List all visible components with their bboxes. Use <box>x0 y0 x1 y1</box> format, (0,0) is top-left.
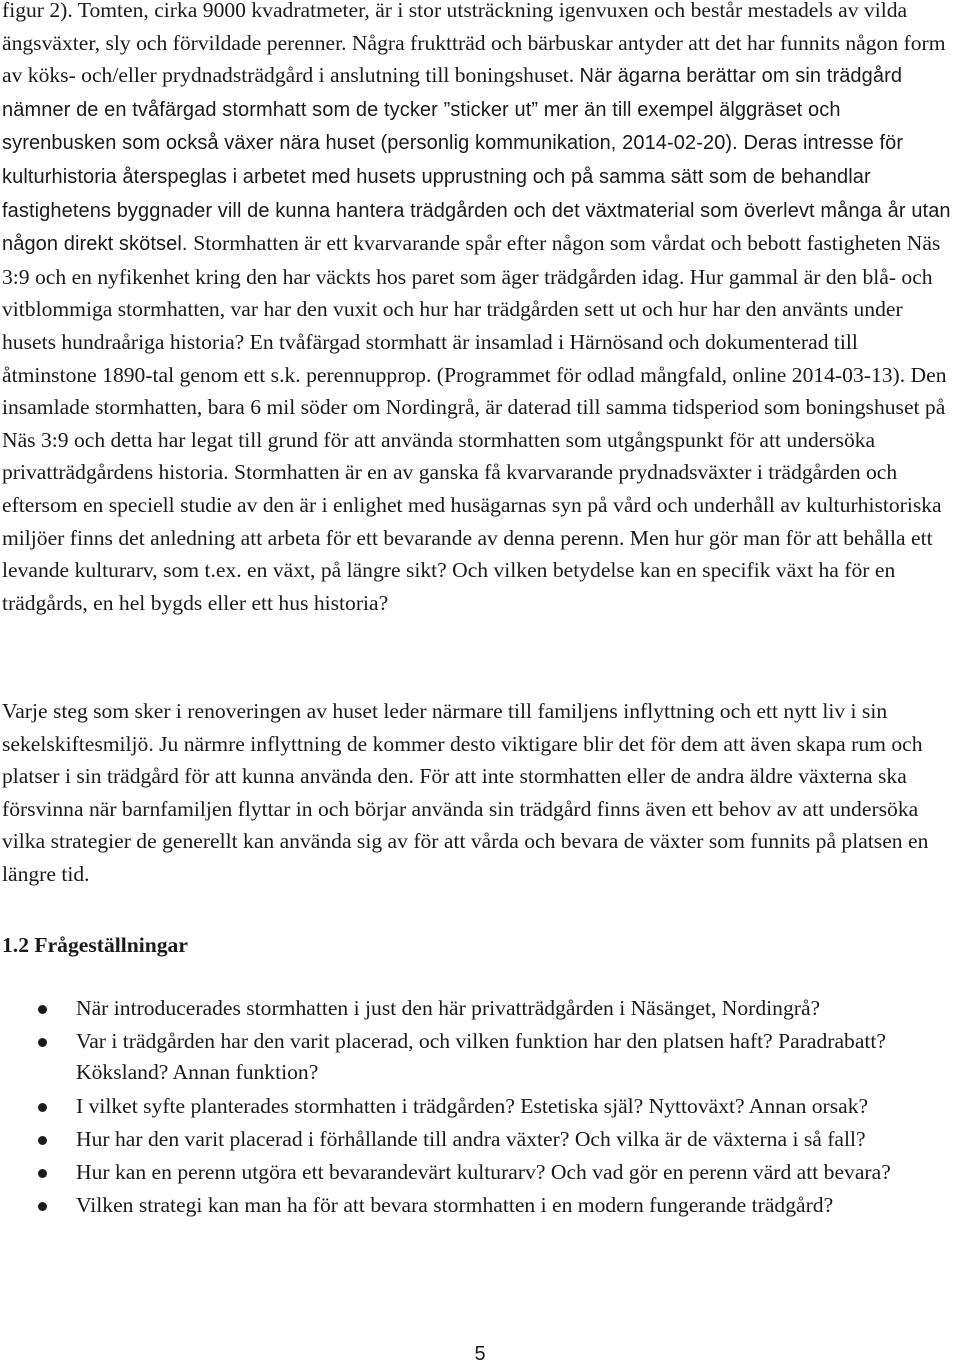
list-item <box>0 1124 956 1155</box>
bullet-icon <box>38 1202 47 1211</box>
research-questions-list <box>0 993 956 1223</box>
list-item <box>0 1157 956 1188</box>
question-text: Var i trädgården har den varit placerad, och vilken funktion har den platsen haft? Paradrabatt? Köksland? Annan funktion? <box>76 1029 887 1085</box>
bullet-icon <box>38 1038 47 1047</box>
list-item <box>0 993 956 1024</box>
list-item <box>0 1190 956 1221</box>
bullet-icon <box>38 1005 47 1014</box>
question-text: Vilken strategi kan man ha för att bevara stormhatten i en modern fungerande trädgård? <box>76 1193 834 1218</box>
question-text: Hur kan en perenn utgöra ett bevarandevärt kulturarv? Och vad gör en perenn värd att bevara? <box>76 1160 891 1185</box>
list-item <box>0 1091 956 1122</box>
question-text: Hur har den varit placerad i förhållande till andra växter? Och vilka är de växterna i så fall? <box>76 1126 866 1151</box>
paragraph-1-run-3: Stormhatten är ett kvarvarande spår efter någon som vårdat och bebott fastigheten Näs 3:9 och en nyfikenhet kring den har väckts hos paret som äger trädgården idag. Hur gammal är den blå- och vitblommiga stormhatten, var har den vuxit och hur har trädgården sett ut och hur har den använts under husets hundraåriga historia? En tvåfärgad stormhatt är insamlad i Härnösand och dokumenterad till åtminstone 1890-tal genom ett s.k. perennupprop. (Programmet för odlad mångfald, online 2014-03-13). Den insamlade stormhatten, bara 6 mil söder om Nordingrå, är daterad till samma tidsperiod som boningshuset på Näs 3:9 och detta har legat till grund för att använda stormhatten som utgångspunkt för att undersöka privatträdgårdens historia. Stormhatten är en av ganska få kvarvarande prydnadsväxter i trädgården och eftersom en speciell studie av den är i enlighet med husägarnas syn på vård och underhåll av kulturhistoriska miljöer finns det anledning att arbeta för ett bevarande av denna perenn. Men hur gör man för att behålla ett levande kulturarv, som t.ex. en växt, på längre sikt? Och vilken betydelse kan en specifik växt ha för en trädgårds, en hel bygds eller ett hus historia? <box>2 231 947 615</box>
section-heading: 1.2 Frågeställningar <box>2 933 188 957</box>
list-item <box>0 1026 956 1088</box>
body-paragraph-2 <box>2 695 956 891</box>
question-text: När introducerades stormhatten i just den här privatträdgården i Näsänget, Nordingrå? <box>76 996 821 1020</box>
question-text: I vilket syfte planterades stormhatten i trädgården? Estetiska själ? Nyttoväxt? Annan orsak? <box>76 1093 869 1118</box>
paragraph-2-run-1: Varje steg som sker i renoveringen av huset leder närmare till familjens inflyttning och ett nytt liv i sin sekelskiftesmiljö. Ju närmre inflyttning de kommer desto viktigare blir det för dem att även skapa rum och platser i sin trädgård för att kunna använda den. För att inte stormhatten eller de andra äldre växterna ska försvinna när barnfamiljen flyttar in och börjar använda sin trädgård finns även ett behov av att undersöka vilka strategier de generellt kan använda sig av för att vårda och bevara de växter som funnits på platsen en längre tid. <box>2 699 929 886</box>
bullet-icon <box>38 1103 47 1112</box>
bullet-icon <box>38 1136 47 1145</box>
bullet-icon <box>38 1169 47 1178</box>
page-number: 5 <box>474 1343 486 1365</box>
body-paragraph-1 <box>2 0 956 619</box>
paragraph-1-run-2: När ägarna berättar om sin trädgård nämner de en tvåfärgad stormhatt som de tycker ”sticker ut” mer än till exempel älggräset och syrenbusken som också växer nära huset (personlig kommunikation, 2014-02-20). Deras intresse för kulturhistoria återspeglas i arbetet med husets upprustning och på samma sätt som de behandlar fastighetens byggnader vill de kunna hantera trädgården och det växtmaterial som överlevt många år utan någon direkt skötsel. <box>2 65 951 256</box>
paragraph-1-run-1: figur 2). Tomten, cirka 9000 kvadratmeter, är i stor utsträckning igenvuxen och består mestadels av vilda ängsväxter, sly och förvildade perenner. Några fruktträd och bärbuskar antyder att det har funnits någon form av köks- och/eller prydnadsträdgård i anslutning till boningshuset. <box>2 0 946 88</box>
